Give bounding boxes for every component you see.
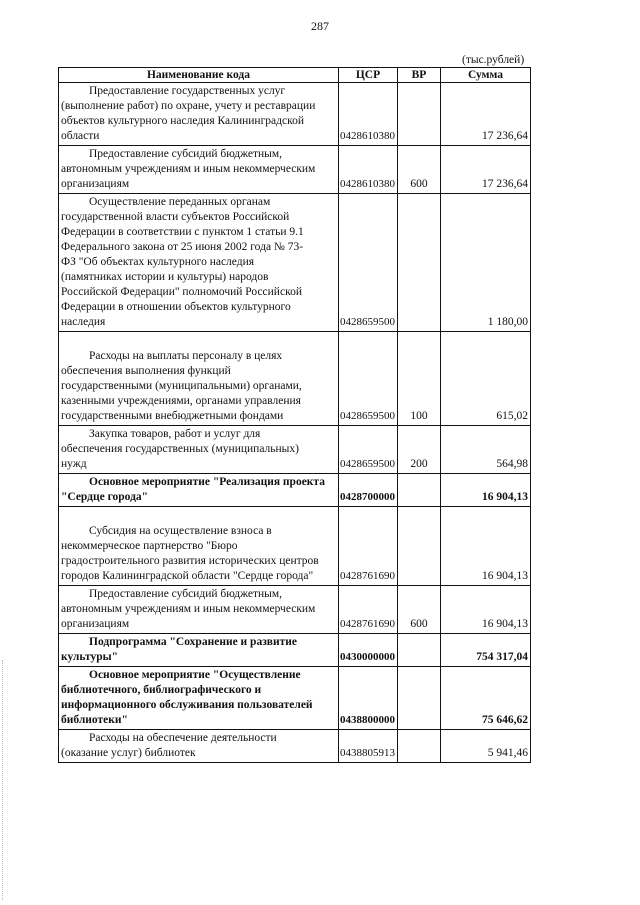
- row-sum: 754 317,04: [441, 634, 531, 667]
- row-vr: [398, 507, 441, 586]
- row-name: [59, 474, 339, 507]
- row-code: 0428610380: [339, 83, 398, 146]
- row-name-line: объектов культурного наследия Калининградской: [61, 115, 305, 127]
- row-name-line: автономным учреждениям и иным некоммерческим: [61, 603, 316, 615]
- row-name-line: Предоставление государственных услуг: [89, 85, 286, 97]
- row-code: 0428700000: [339, 474, 398, 507]
- row-sum: 615,02: [441, 332, 531, 426]
- row-vr: 100: [398, 332, 441, 426]
- table-row: [59, 507, 531, 586]
- row-name-line: Закупка товаров, работ и услуг для: [89, 428, 261, 440]
- row-code: 0430000000: [339, 634, 398, 667]
- row-vr: [398, 667, 441, 730]
- row-name: [59, 634, 339, 667]
- row-name-line: библиотеки": [61, 714, 128, 726]
- row-name-line: Федерации в отношении объектов культурного: [61, 301, 291, 313]
- row-name-line: городов Калининградской области "Сердце города": [61, 570, 314, 582]
- row-name-line: нужд: [61, 458, 87, 470]
- row-sum: 5 941,46: [441, 730, 531, 763]
- row-name-line: культуры": [61, 651, 119, 663]
- row-sum: 16 904,13: [441, 474, 531, 507]
- table-row: [59, 474, 531, 507]
- table-row: [59, 586, 531, 634]
- row-name-line: Предоставление субсидий бюджетным,: [89, 148, 283, 160]
- row-vr: [398, 474, 441, 507]
- row-name-line: обеспечения выполнения функций: [61, 365, 231, 377]
- row-name-line: области: [61, 130, 100, 142]
- row-name-line: ФЗ "Об объектах культурного наследия: [61, 256, 255, 268]
- row-code: 0438805913: [339, 730, 398, 763]
- row-name-line: Подпрограмма "Сохранение и развитие: [89, 636, 298, 648]
- row-name: [59, 507, 339, 586]
- row-name-line: Осуществление переданных органам: [89, 196, 271, 208]
- row-name: [59, 146, 339, 194]
- page-number: 287: [311, 19, 329, 33]
- table-header-row: [59, 68, 531, 83]
- table-row: [59, 730, 531, 763]
- header-vr: ВР: [398, 68, 441, 83]
- row-vr: [398, 634, 441, 667]
- row-name-line: Российской Федерации" полномочий Российской: [61, 286, 302, 298]
- row-sum: 1 180,00: [441, 194, 531, 332]
- row-sum: 17 236,64: [441, 146, 531, 194]
- scan-margin-line: [2, 660, 3, 900]
- row-sum: 16 904,13: [441, 507, 531, 586]
- row-code: 0428659500: [339, 194, 398, 332]
- row-name: [59, 194, 339, 332]
- row-name: [59, 83, 339, 146]
- row-code: 0428761690: [339, 507, 398, 586]
- row-sum: 17 236,64: [441, 83, 531, 146]
- row-name-line: библиотечного, библиографического и: [61, 684, 262, 696]
- row-vr: [398, 83, 441, 146]
- row-sum: 75 646,62: [441, 667, 531, 730]
- row-name-line: государственными (муниципальными) органами,: [61, 380, 302, 392]
- table-body: [59, 83, 531, 763]
- table-row: [59, 83, 531, 146]
- header-name: Наименование кода: [59, 68, 339, 83]
- row-sum: 564,98: [441, 426, 531, 474]
- row-name-line: Расходы на выплаты персоналу в целях: [89, 350, 283, 362]
- row-code: 0428610380: [339, 146, 398, 194]
- row-name: [59, 730, 339, 763]
- row-name-line: казенными учреждениями, органами управления: [61, 395, 301, 407]
- table-row: [59, 194, 531, 332]
- row-name-line: обеспечения государственных (муниципальных): [61, 443, 299, 455]
- row-code: 0438800000: [339, 667, 398, 730]
- row-vr: 600: [398, 146, 441, 194]
- table-row: [59, 426, 531, 474]
- row-name: [59, 332, 339, 426]
- row-name-line: Основное мероприятие "Реализация проекта: [89, 476, 325, 488]
- row-name-line: Основное мероприятие "Осуществление: [89, 669, 301, 681]
- row-name-line: государственной власти субъектов Российской: [61, 211, 290, 223]
- row-name-line: Субсидия на осуществление взноса в: [89, 525, 272, 537]
- row-name-line: информационного обслуживания пользователей: [61, 699, 313, 711]
- row-sum: 16 904,13: [441, 586, 531, 634]
- row-code: 0428659500: [339, 426, 398, 474]
- row-name-line: "Сердце города": [61, 491, 149, 503]
- row-name-line: градостроительного развития исторических центров: [61, 555, 319, 567]
- header-sum: Сумма: [441, 68, 531, 83]
- table-row: [59, 332, 531, 426]
- row-name-line: некоммерческое партнерство "Бюро: [61, 540, 238, 552]
- row-vr: [398, 730, 441, 763]
- row-name-line: организациям: [61, 178, 130, 190]
- table-row: [59, 634, 531, 667]
- unit-note: (тыс.рублей): [462, 54, 525, 66]
- row-name: [59, 667, 339, 730]
- row-name-line: организациям: [61, 618, 130, 630]
- row-name-line: Предоставление субсидий бюджетным,: [89, 588, 283, 600]
- row-code: 0428761690: [339, 586, 398, 634]
- row-name-line: (выполнение работ) по охране, учету и реставрации: [61, 100, 316, 112]
- row-name: [59, 586, 339, 634]
- row-name-line: наследия: [61, 316, 106, 328]
- header-code: ЦСР: [339, 68, 398, 83]
- row-name: [59, 426, 339, 474]
- row-vr: 600: [398, 586, 441, 634]
- row-name-line: Расходы на обеспечение деятельности: [89, 732, 277, 744]
- row-name-line: автономным учреждениям и иным некоммерческим: [61, 163, 316, 175]
- row-vr: 200: [398, 426, 441, 474]
- row-code: 0428659500: [339, 332, 398, 426]
- table-row: [59, 146, 531, 194]
- row-name-line: (памятниках истории и культуры) народов: [61, 271, 269, 283]
- row-name-line: Федерального закона от 25 июня 2002 года № 73-: [61, 241, 304, 253]
- row-name-line: (оказание услуг) библиотек: [61, 747, 196, 759]
- budget-table: [58, 67, 531, 763]
- row-name-line: государственными внебюджетными фондами: [61, 410, 284, 422]
- row-name-line: Федерации в соответствии с пунктом 1 статьи 9.1: [61, 226, 304, 238]
- row-vr: [398, 194, 441, 332]
- table-row: [59, 667, 531, 730]
